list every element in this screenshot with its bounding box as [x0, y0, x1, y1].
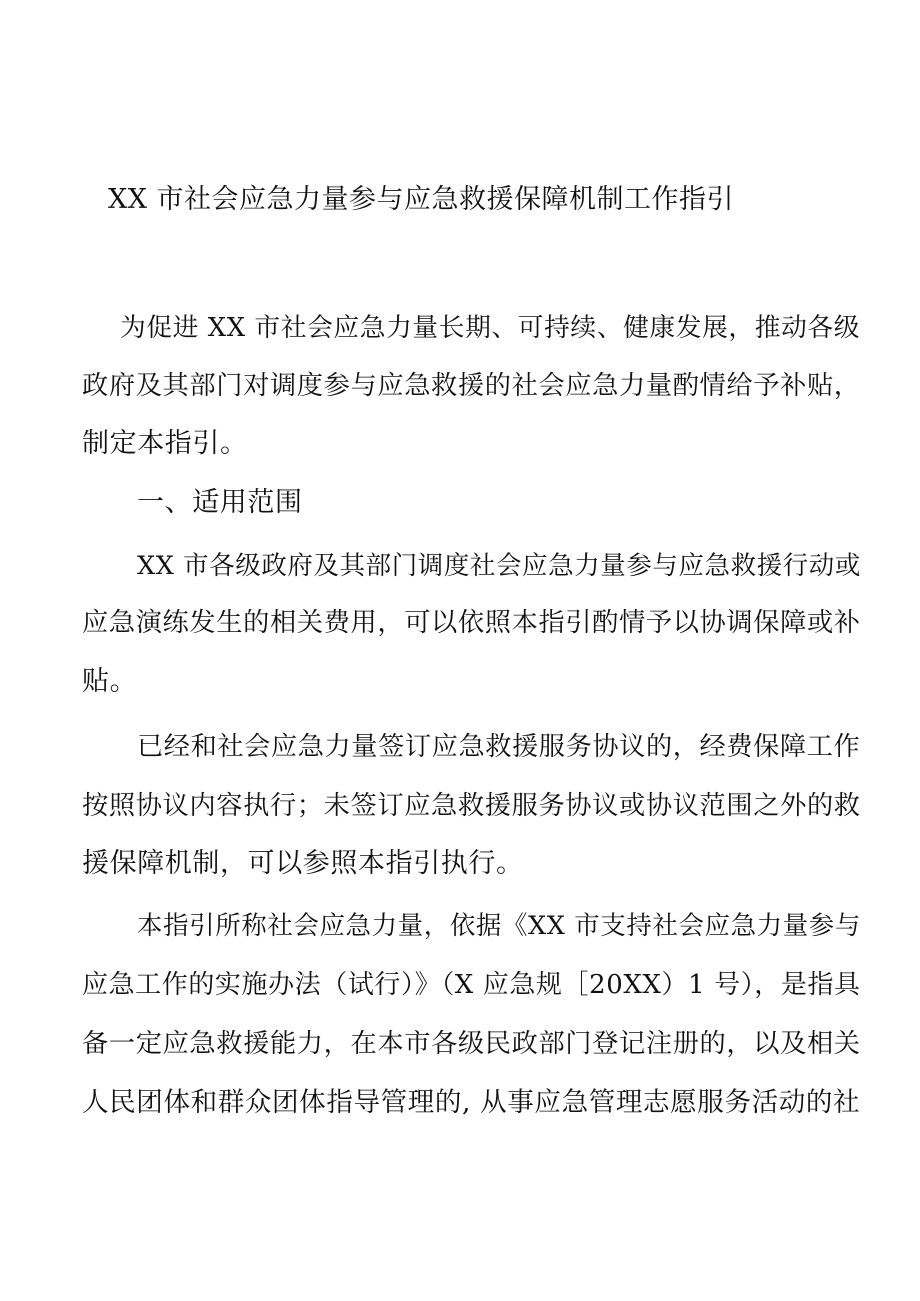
- paragraph-line: 按照协议内容执行；未签订应急救援服务协议或协议范围之外的救: [82, 791, 861, 821]
- paragraph-line: XX 市各级政府及其部门调度社会应急力量参与应急救援行动或: [137, 551, 861, 581]
- paragraph-line: 应急演练发生的相关费用，可以依照本指引酌情予以协调保障或补: [82, 608, 861, 638]
- paragraph-line: 备一定应急救援能力，在本市各级民政部门登记注册的，以及相关: [82, 1029, 861, 1059]
- paragraph-line: 已经和社会应急力量签订应急救援服务协议的，经费保障工作: [137, 732, 861, 762]
- paragraph-line: 制定本指引。: [82, 428, 248, 459]
- paragraph-line: 应急工作的实施办法（试行）》（X 应急规［20XX）1 号），是指具: [82, 970, 861, 1000]
- paragraph-line: 本指引所称社会应急力量，依据《XX 市支持社会应急力量参与: [137, 911, 861, 941]
- paragraph-line: 政府及其部门对调度参与应急救援的社会应急力量酌情给予补贴，: [82, 371, 861, 401]
- paragraph-line: 贴。: [82, 666, 138, 697]
- paragraph-line: 人民团体和群众团体指导管理的, 从事应急管理志愿服务活动的社: [82, 1087, 861, 1118]
- section-heading: 一、适用范围: [137, 487, 303, 518]
- document-title: XX 市社会应急力量参与应急救援保障机制工作指引: [108, 184, 735, 215]
- paragraph-line: 援保障机制，可以参照本指引执行。: [82, 848, 524, 879]
- paragraph-line: 为促进 XX 市社会应急力量长期、可持续、健康发展，推动各级: [120, 313, 861, 343]
